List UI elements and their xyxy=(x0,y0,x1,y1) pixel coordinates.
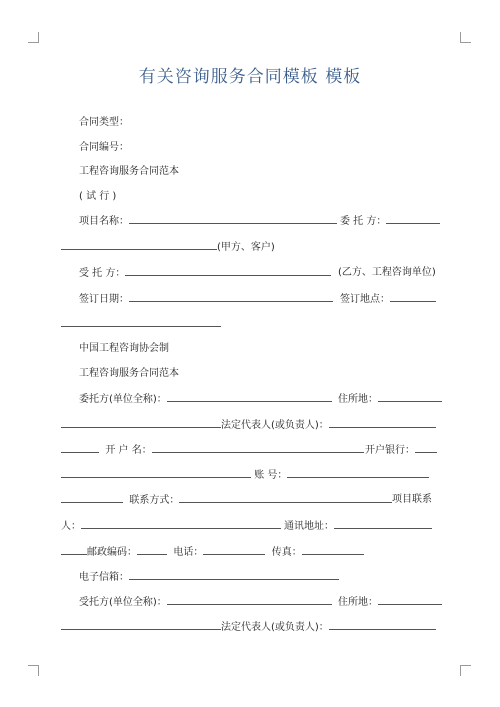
client-label: 委 托 方： xyxy=(340,216,387,227)
project-name-row xyxy=(79,214,337,228)
contractor-label: 受 托 方： xyxy=(79,268,126,279)
sign-place-field[interactable] xyxy=(390,292,436,302)
sign-date-row xyxy=(79,292,333,306)
account-no-row xyxy=(61,468,429,482)
phone-label: 电话： xyxy=(173,547,204,558)
legal-rep2-pre-field[interactable] xyxy=(61,620,221,630)
account-no-label: 账 号： xyxy=(254,470,288,481)
email-label: 电子信箱： xyxy=(79,572,129,583)
legal-rep2-row xyxy=(61,620,436,634)
sign-place-label: 签订地点： xyxy=(340,294,390,305)
postcode-label: 邮政编码： xyxy=(87,547,137,558)
address-label: 住所地： xyxy=(338,394,378,405)
address2-label: 住所地： xyxy=(338,597,378,608)
postcode-row xyxy=(61,545,364,559)
trial-label: ( 试 行 ) xyxy=(79,191,117,202)
fax-label: 传真： xyxy=(271,547,302,558)
document-title: 有关咨询服务合同模板 模板 xyxy=(138,67,362,87)
address2-field[interactable] xyxy=(378,595,442,605)
phone-field[interactable] xyxy=(203,545,265,555)
contract-no-label: 合同编号： xyxy=(79,142,129,153)
contact-row xyxy=(61,493,392,507)
fax-field[interactable] xyxy=(302,545,364,555)
account-no-pre-field[interactable] xyxy=(61,468,251,478)
legal-rep-label: 法定代表人(或负责人)： xyxy=(221,420,329,431)
account-name-label: 开 户 名： xyxy=(105,445,152,456)
crop-mark-bottom-left xyxy=(28,665,39,676)
crop-mark-bottom-right xyxy=(460,665,471,676)
mail-address-label: 通讯地址： xyxy=(284,521,334,532)
postcode-pre-field[interactable] xyxy=(61,545,87,555)
contractor-full-row xyxy=(79,595,332,609)
contact-pre-field[interactable] xyxy=(61,493,123,503)
bank-row xyxy=(365,443,437,457)
project-contact-label-2: 人： xyxy=(61,521,81,532)
account-name-row xyxy=(61,443,364,457)
project-name-label: 项目名称： xyxy=(79,216,129,227)
email-field[interactable] xyxy=(129,570,339,580)
legal-rep-pre-field[interactable] xyxy=(61,418,221,428)
association-label: 中国工程咨询协会制 xyxy=(79,343,169,354)
contract-type-label: 合同类型： xyxy=(79,117,129,128)
party-a-field[interactable] xyxy=(61,240,217,250)
heading-line-2: 工程咨询服务合同范本 xyxy=(79,368,179,379)
party-b-label: (乙方、工程咨询单位) xyxy=(338,267,436,278)
project-contact-row xyxy=(61,519,281,533)
account-pre-field[interactable] xyxy=(61,443,99,453)
account-name-field[interactable] xyxy=(152,443,364,453)
contractor-full-label: 受托方(单位全称)： xyxy=(79,597,167,608)
sign-date-field[interactable] xyxy=(129,292,333,302)
contact-field[interactable] xyxy=(179,493,392,503)
sign-place-field-2[interactable] xyxy=(61,317,221,327)
contractor-field[interactable] xyxy=(125,266,331,276)
account-no-field[interactable] xyxy=(287,468,429,478)
heading-line: 工程咨询服务合同范本 xyxy=(79,166,179,177)
contact-label: 联系方式： xyxy=(129,495,180,506)
postcode-field[interactable] xyxy=(137,545,167,555)
project-name-field[interactable] xyxy=(129,214,337,224)
client-row xyxy=(340,214,440,228)
contractor-row xyxy=(79,266,331,280)
crop-mark-top-right xyxy=(460,32,471,43)
legal-rep2-label: 法定代表人(或负责人)： xyxy=(221,622,329,633)
address2-row xyxy=(338,595,442,609)
legal-rep-field[interactable] xyxy=(329,418,436,428)
contractor-full-field[interactable] xyxy=(167,595,332,605)
project-contact-label-1: 项目联系 xyxy=(392,494,432,505)
legal-rep-row xyxy=(61,418,436,432)
client-full-label: 委托方(单位全称)： xyxy=(79,394,167,405)
email-row xyxy=(79,570,339,584)
mail-address-row xyxy=(284,519,432,533)
bank-label: 开户银行： xyxy=(365,445,415,456)
sign-date-label: 签订日期： xyxy=(79,294,129,305)
client-field[interactable] xyxy=(386,214,440,224)
sign-place-continuation xyxy=(61,317,221,331)
mail-address-field[interactable] xyxy=(334,519,432,529)
sign-place-row xyxy=(340,292,436,306)
bank-field[interactable] xyxy=(415,443,437,453)
address-field[interactable] xyxy=(378,392,442,402)
client-full-row xyxy=(79,392,332,406)
crop-mark-top-left xyxy=(28,32,39,43)
legal-rep2-field[interactable] xyxy=(329,620,436,630)
party-a-label: (甲方、客户) xyxy=(217,242,275,253)
address-row xyxy=(338,392,442,406)
project-contact-field[interactable] xyxy=(81,519,281,529)
client-full-field[interactable] xyxy=(167,392,332,402)
party-a-row xyxy=(61,240,275,254)
